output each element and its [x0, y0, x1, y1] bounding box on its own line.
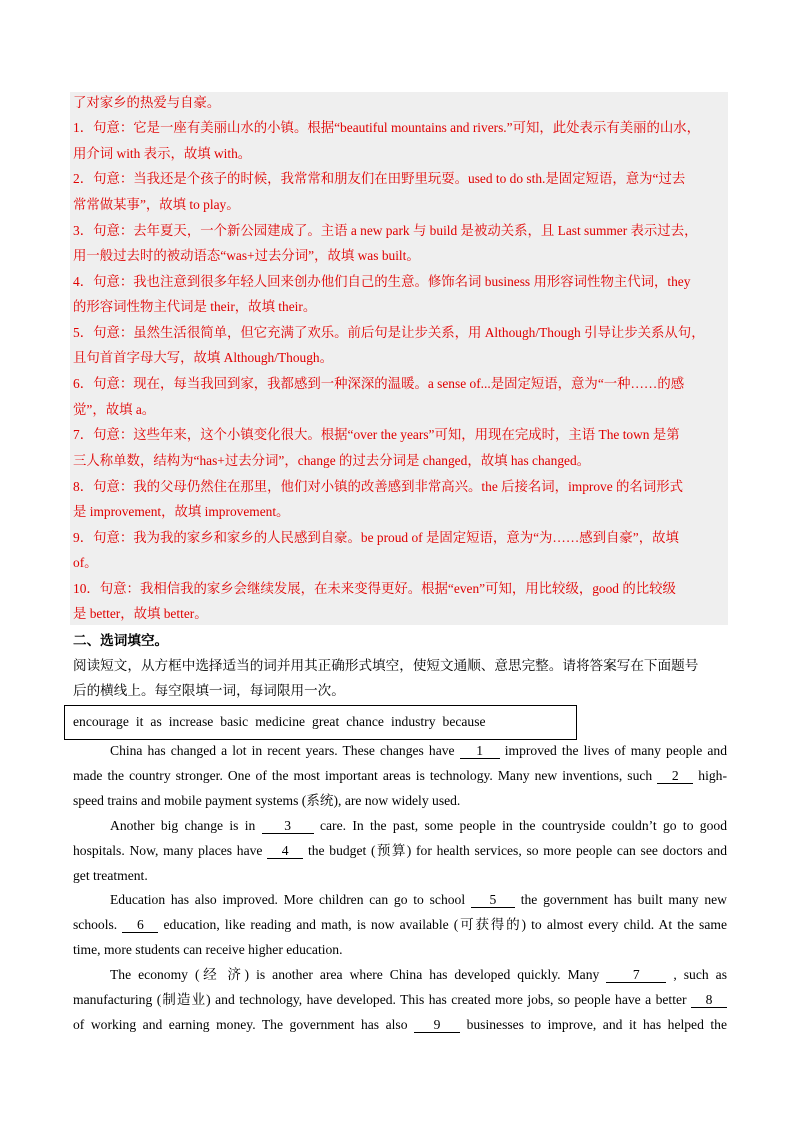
- answer-line: 4．句意：我也注意到很多年轻人回来创办他们自己的生意。修饰名词 business 用形容词性物主代词，they: [73, 274, 691, 289]
- answer-line: 6．句意：现在，每当我回到家，我都感到一种深深的温暖。a sense of...是固定短语，意为“一种……的感: [73, 376, 685, 391]
- blank-6[interactable]: 6: [122, 917, 158, 933]
- answer-line: 的形容词性物主代词是 their，故填 their。: [73, 299, 317, 314]
- word-bank-item: basic: [220, 714, 249, 729]
- answer-line: 9．句意：我为我的家乡和家乡的人民感到自豪。be proud of 是固定短语，意为“为……感到自豪”，故填: [73, 530, 679, 545]
- passage-line: time, more students can receive higher education.: [73, 942, 343, 957]
- word-bank-box: [64, 705, 577, 740]
- answer-line: 1．句意：它是一座有美丽山水的小镇。根据“beautiful mountains and rivers.”可知，此处表示有美丽的山水，: [73, 120, 701, 135]
- blank-2[interactable]: 2: [657, 768, 693, 784]
- passage-line: of working and earning money. The government has also 9 businesses to improve, and it has helped the: [73, 1017, 728, 1032]
- word-bank-item: industry: [390, 714, 436, 729]
- word-bank-list: [73, 713, 486, 731]
- answer-line: 常常做某事”，故填 to play。: [73, 197, 240, 212]
- instruction-line: 后的横线上。每空限填一词，每词限用一次。: [73, 683, 345, 698]
- passage-line: schools. 6 education, like reading and math, is now available (可获得的) to almost every child. At the same: [73, 917, 727, 932]
- passage-line: China has changed a lot in recent years. These changes have 1 improved the lives of many people and: [110, 743, 727, 758]
- passage-line: The economy (经 济) is another area where China has developed quickly. Many 7 , such as: [110, 967, 727, 982]
- passage-line: Another big change is in 3 care. In the past, some people in the countryside couldn’t go to good: [110, 818, 727, 833]
- passage-line: get treatment.: [73, 868, 148, 883]
- blank-8[interactable]: 8: [691, 992, 727, 1008]
- instruction-line: 阅读短文，从方框中选择适当的词并用其正确形式填空，使短文通顺、意思完整。请将答案写在下面题号: [73, 658, 699, 673]
- answer-line: 10．句意：我相信我的家乡会继续发展，在未来变得更好。根据“even”可知，用比较级，good 的比较级: [73, 581, 676, 596]
- answer-line: 三人称单数，结构为“has+过去分词”，change 的过去分词是 changed，故填 has changed。: [73, 453, 591, 468]
- word-bank-item: as: [150, 714, 162, 729]
- answer-line: 用一般过去时的被动语态“was+过去分词”，故填 was built。: [73, 248, 420, 263]
- answer-line: 觉”，故填 a。: [73, 402, 156, 417]
- blank-9[interactable]: 9: [414, 1017, 460, 1033]
- answer-line: 7．句意：这些年来，这个小镇变化很大。根据“over the years”可知，用现在完成时，主语 The town 是第: [73, 427, 680, 442]
- word-bank-item: because: [442, 714, 486, 729]
- answer-line: 8．句意：我的父母仍然住在那里，他们对小镇的改善感到非常高兴。the 后接名词，improve 的名词形式: [73, 479, 683, 494]
- word-bank-item: chance: [346, 714, 384, 729]
- answer-line: 了对家乡的热爱与自豪。: [73, 95, 221, 110]
- passage-line: speed trains and mobile payment systems (系统), are now widely used.: [73, 793, 461, 808]
- section-title: 二、选词填空。: [73, 633, 169, 648]
- answer-line: 且句首首字母大写，故填 Although/Though。: [73, 350, 333, 365]
- blank-1[interactable]: 1: [460, 743, 500, 759]
- word-bank-item: encourage: [73, 714, 129, 729]
- answer-line: 是 better，故填 better。: [73, 606, 208, 621]
- word-bank-item: medicine: [255, 714, 306, 729]
- answer-line: of。: [73, 555, 98, 570]
- passage-line: hospitals. Now, many places have 4 the budget (预算) for health services, so more people can see doctors and: [73, 843, 727, 858]
- passage-line: made the country stronger. One of the most important areas is technology. Many new inventions, such 2 high-: [73, 768, 727, 783]
- answer-line: 3．句意：去年夏天，一个新公园建成了。主语 a new park 与 build 是被动关系，且 Last summer 表示过去，: [73, 223, 698, 238]
- answer-line: 5．句意：虽然生活很简单，但它充满了欢乐。前后句是让步关系，用 Although/Though 引导让步关系从句，: [73, 325, 705, 340]
- blank-5[interactable]: 5: [471, 892, 515, 908]
- answer-line: 2．句意：当我还是个孩子的时候，我常常和朋友们在田野里玩耍。used to do sth.是固定短语，意为“过去: [73, 171, 686, 186]
- word-bank-item: it: [135, 714, 144, 729]
- passage-line: Education has also improved. More children can go to school 5 the government has built many new: [110, 892, 727, 907]
- blank-4[interactable]: 4: [267, 843, 303, 859]
- blank-3[interactable]: 3: [262, 818, 314, 834]
- answer-line: 用介词 with 表示，故填 with。: [73, 146, 252, 161]
- blank-7[interactable]: 7: [606, 967, 666, 983]
- answer-line: 是 improvement，故填 improvement。: [73, 504, 290, 519]
- word-bank-item: increase: [168, 714, 214, 729]
- passage-line: manufacturing (制造业) and technology, have developed. This has created more jobs, so people have a better 8: [73, 991, 727, 1009]
- word-bank-item: great: [312, 714, 340, 729]
